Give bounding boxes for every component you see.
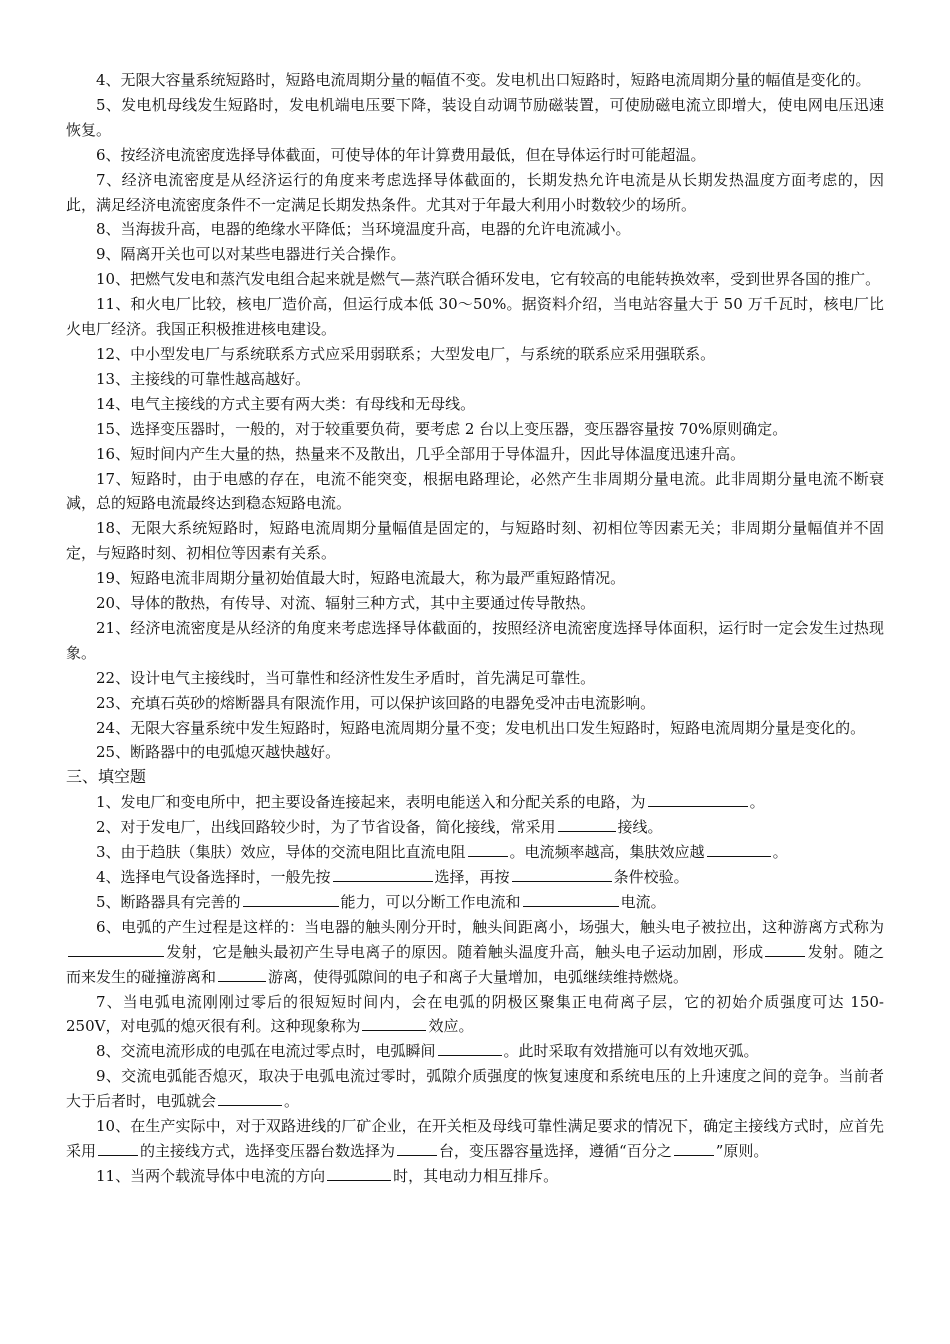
answer-blank bbox=[327, 1164, 391, 1181]
answer-blank bbox=[218, 965, 266, 982]
fill-text: 7、当电弧电流刚刚过零后的很短短时间内，会在电弧的阴极区聚集正电荷离子层，它的初始介质强度可达 150-250V，对电弧的熄灭很有利。这种现象称为 bbox=[66, 992, 884, 1036]
fill-text: 5、断路器具有完善的 bbox=[96, 892, 241, 911]
judgement-item-5: 5、发电机母线发生短路时，发电机端电压要下降，装设自动调节励磁装置，可使励磁电流立即增大，使电网电压迅速恢复。 bbox=[66, 95, 884, 139]
fill-text: 。此时采取有效措施可以有效地灭弧。 bbox=[503, 1042, 759, 1061]
answer-blank bbox=[765, 940, 805, 957]
fill-text: 的主接线方式，选择变压器台数选择为 bbox=[140, 1141, 396, 1160]
answer-blank bbox=[468, 840, 508, 857]
fill-item-9 bbox=[66, 1064, 884, 1114]
fill-text: 发射。随之而来发生的碰撞游离和 bbox=[66, 942, 884, 986]
fill-text: 。 bbox=[772, 843, 788, 862]
judgement-item-21: 21、经济电流密度是从经济的角度来考虑选择导体截面的，按照经济电流密度选择导体面积，运行时一定会发生过热现象。 bbox=[66, 618, 884, 662]
judgement-item-22: 22、设计电气主接线时，当可靠性和经济性发生矛盾时，首先满足可靠性。 bbox=[96, 668, 596, 687]
fill-item-7 bbox=[66, 990, 884, 1040]
fill-text: 接线。 bbox=[617, 818, 663, 837]
answer-blank bbox=[362, 1014, 426, 1031]
judgement-item-10: 10、把燃气发电和蒸汽发电组合起来就是燃气—蒸汽联合循环发电，它有较高的电能转换效率，受到世界各国的推广。 bbox=[96, 270, 881, 289]
fill-item-4 bbox=[66, 865, 884, 890]
fill-text: 9、交流电弧能否熄灭，取决于电弧电流过零时，弧隙介质强度的恢复速度和系统电压的上升速度之间的竞争。当前者大于后者时，电弧就会 bbox=[66, 1067, 884, 1111]
judgement-item-9: 9、隔离开关也可以对某些电器进行关合操作。 bbox=[96, 245, 406, 264]
answer-blank bbox=[333, 865, 433, 882]
fill-text: 台，变压器容量选择，遵循“百分之 bbox=[439, 1141, 672, 1160]
fill-text: 11、当两个载流导体中电流的方向 bbox=[96, 1166, 326, 1185]
fill-text: 6、电弧的产生过程是这样的：当电器的触头刚分开时，触头间距离小，场强大，触头电子被拉出，这种游离方式称为 bbox=[96, 917, 884, 936]
answer-blank bbox=[707, 840, 771, 857]
judgement-item-13: 13、主接线的可靠性越高越好。 bbox=[96, 369, 311, 388]
fill-text: 时，其电动力相互排斥。 bbox=[393, 1166, 559, 1185]
fill-item-8 bbox=[66, 1039, 884, 1064]
fill-item-6 bbox=[66, 915, 884, 990]
fill-text: 8、交流电流形成的电弧在电流过零点时，电弧瞬间 bbox=[96, 1042, 436, 1061]
judgement-item-20: 20、导体的散热，有传导、对流、辐射三种方式，其中主要通过传导散热。 bbox=[96, 594, 596, 613]
fill-text: 3、由于趋肤（集肤）效应，导体的交流电阻比直流电阻 bbox=[96, 843, 466, 862]
fill-text: 。电流频率越高，集肤效应越 bbox=[509, 843, 705, 862]
fill-text: 4、选择电气设备选择时，一般先按 bbox=[96, 868, 331, 886]
judgement-item-23: 23、充填石英砂的熔断器具有限流作用，可以保护该回路的电器免受冲击电流影响。 bbox=[96, 693, 656, 712]
judgement-item-16: 16、短时间内产生大量的热，热量来不及散出，几乎全部用于导体温升，因此导体温度迅速升高。 bbox=[96, 444, 746, 463]
answer-blank bbox=[218, 1089, 282, 1106]
fill-text: 电流。 bbox=[620, 892, 666, 911]
fill-text: ”原则。 bbox=[715, 1141, 769, 1160]
fill-item-3 bbox=[66, 840, 884, 865]
answer-blank bbox=[674, 1139, 714, 1156]
fill-item-2 bbox=[66, 815, 884, 840]
fill-item-1 bbox=[66, 790, 884, 815]
answer-blank bbox=[648, 790, 748, 807]
fill-text: 发射，它是触头最初产生导电离子的原因。随着触头温度升高，触头电子运动加剧，形成 bbox=[166, 942, 764, 961]
fill-text: 能力，可以分断工作电流和 bbox=[340, 892, 521, 911]
fill-item-11 bbox=[66, 1164, 884, 1189]
fill-item-5 bbox=[66, 890, 884, 915]
answer-blank bbox=[243, 890, 339, 907]
judgement-item-8: 8、当海拔升高，电器的绝缘水平降低；当环境温度升高，电器的允许电流减小。 bbox=[96, 220, 631, 239]
judgement-item-19: 19、短路电流非周期分量初始值最大时，短路电流最大，称为最严重短路情况。 bbox=[96, 569, 626, 588]
fill-text: 2、对于发电厂，出线回路较少时，为了节省设备，简化接线，常采用 bbox=[96, 818, 556, 837]
judgement-item-11: 11、和火电厂比较，核电厂造价高，但运行成本低 30～50%。据资料介绍，当电站容量大于 50 万千瓦时，核电厂比火电厂经济。我国正积极推进核电建设。 bbox=[66, 295, 884, 339]
answer-blank bbox=[68, 940, 164, 957]
section-title-fill-blank: 三、填空题 bbox=[66, 767, 147, 787]
fill-text: 10、在生产实际中，对于双路进线的厂矿企业，在开关柜及母线可靠性满足要求的情况下，确定主接线方式时，应首先采用 bbox=[66, 1117, 884, 1160]
fill-text: 游离，使得弧隙间的电子和离子大量增加，电弧继续维持燃烧。 bbox=[268, 967, 689, 986]
answer-blank bbox=[397, 1139, 437, 1156]
fill-text: 。 bbox=[749, 793, 765, 812]
fill-text: 。 bbox=[284, 1092, 300, 1111]
judgement-item-4: 4、无限大容量系统短路时，短路电流周期分量的幅值不变。发电机出口短路时，短路电流周期分量的幅值是变化的。 bbox=[96, 71, 871, 89]
answer-blank bbox=[438, 1039, 502, 1056]
judgement-item-14: 14、电气主接线的方式主要有两大类：有母线和无母线。 bbox=[96, 394, 476, 413]
judgement-item-6: 6、按经济电流密度选择导体截面，可使导体的年计算费用最低，但在导体运行时可能超温。 bbox=[96, 145, 706, 164]
answer-blank bbox=[98, 1139, 138, 1156]
fill-text: 选择，再按 bbox=[434, 868, 510, 886]
judgement-item-15: 15、选择变压器时，一般的，对于较重要负荷，要考虑 2 台以上变压器，变压器容量按 70%原则确定。 bbox=[96, 419, 788, 438]
fill-item-10 bbox=[66, 1114, 884, 1164]
judgement-item-18: 18、无限大系统短路时，短路电流周期分量幅值是固定的，与短路时刻、初相位等因素无关；非周期分量幅值并不固定，与短路时刻、初相位等因素有关系。 bbox=[66, 519, 884, 563]
answer-blank bbox=[558, 815, 616, 832]
answer-blank bbox=[523, 890, 619, 907]
answer-blank bbox=[512, 865, 612, 882]
judgement-item-17: 17、短路时，由于电感的存在，电流不能突变，根据电路理论，必然产生非周期分量电流。此非周期分量电流不断衰减，总的短路电流最终达到稳态短路电流。 bbox=[66, 469, 884, 513]
fill-text: 1、发电厂和变电所中，把主要设备连接起来，表明电能送入和分配关系的电路，为 bbox=[96, 793, 646, 812]
judgement-item-24: 24、无限大容量系统中发生短路时，短路电流周期分量不变；发电机出口发生短路时，短路电流周期分量是变化的。 bbox=[96, 718, 866, 737]
fill-text: 效应。 bbox=[428, 1017, 474, 1036]
fill-text: 条件校验。 bbox=[613, 868, 689, 886]
judgement-item-12: 12、中小型发电厂与系统联系方式应采用弱联系；大型发电厂，与系统的联系应采用强联系。 bbox=[96, 344, 716, 363]
judgement-item-25: 25、断路器中的电弧熄灭越快越好。 bbox=[96, 743, 341, 762]
judgement-item-7: 7、经济电流密度是从经济运行的角度来考虑选择导体截面的，长期发热允许电流是从长期发热温度方面考虑的，因此，满足经济电流密度条件不一定满足长期发热条件。尤其对于年最大利用小时数较少的场所。 bbox=[66, 170, 884, 214]
